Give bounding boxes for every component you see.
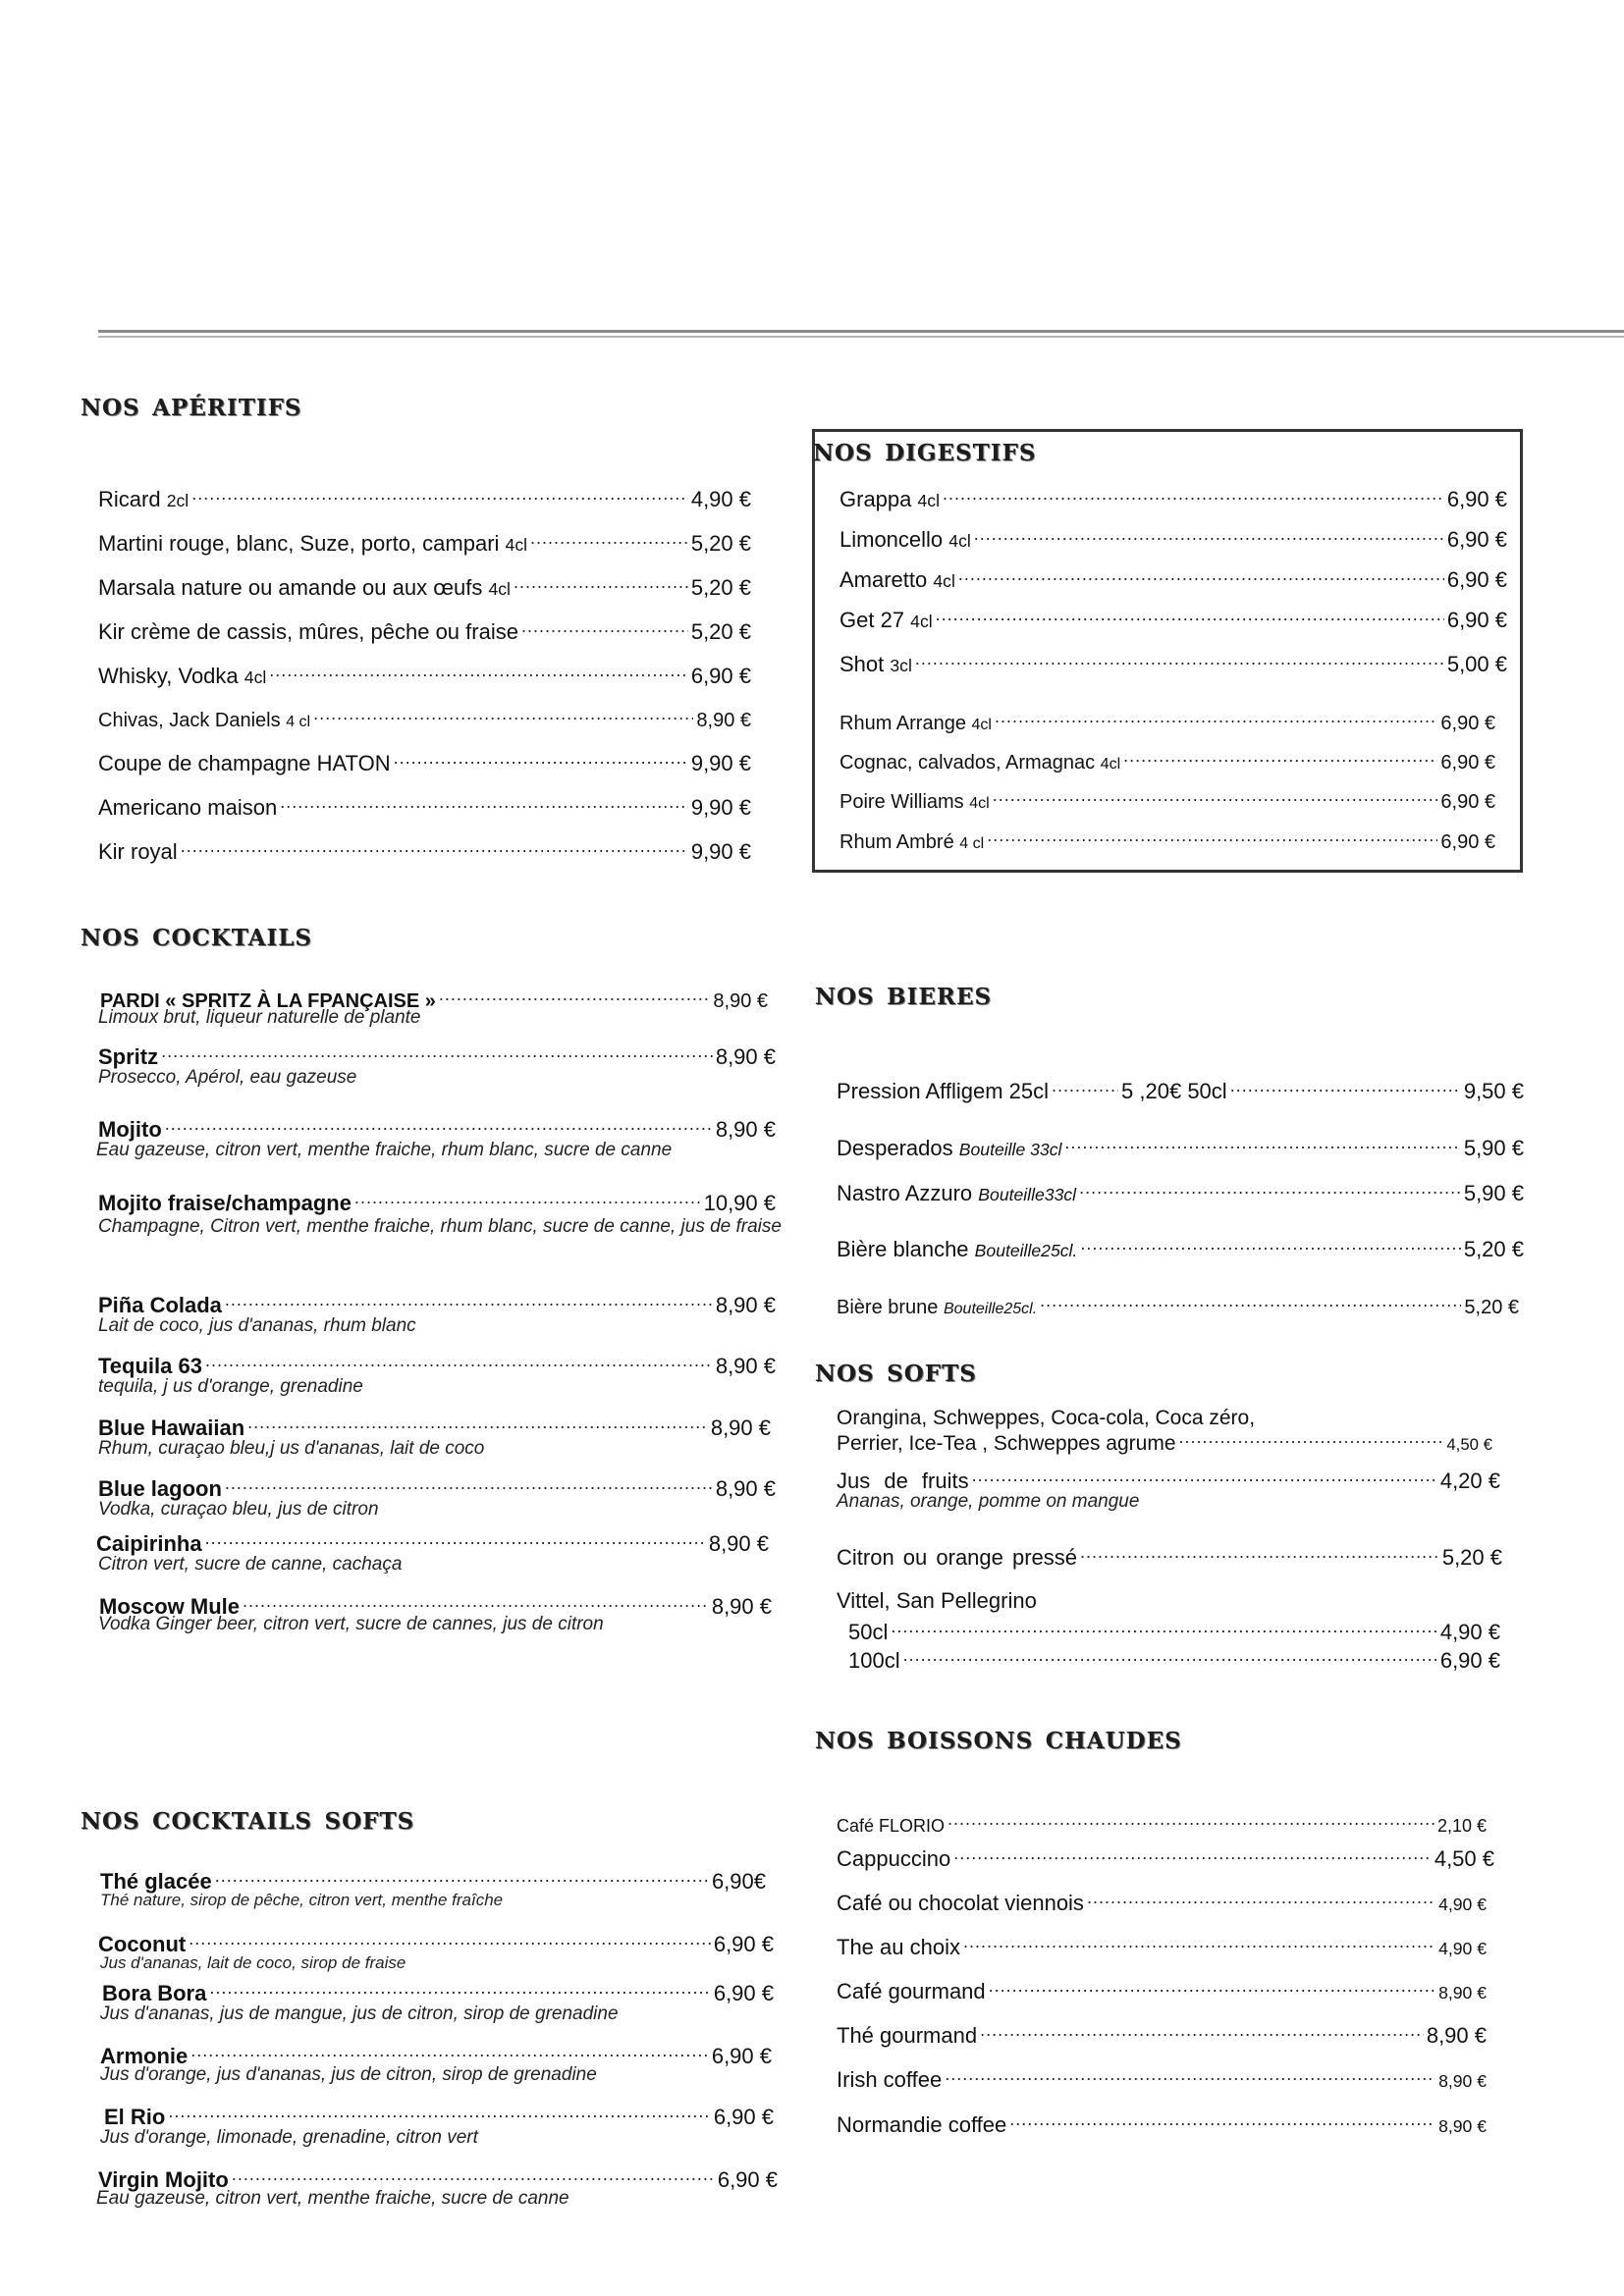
- aperitif-item: Americano maison ..... 9,90 €: [98, 793, 751, 821]
- cocktail-item: Blue lagoon ..... 8,90 €: [98, 1474, 776, 1502]
- cocktail-soft-desc: Jus d'orange, limonade, grenadine, citron vert: [100, 2127, 478, 2148]
- chaudes-title: nos boissons chaudes: [815, 1718, 1182, 1756]
- aperitif-item: Coupe de champagne HATON ..... 9,90 €: [98, 749, 751, 776]
- digestif-item: Grappa 4cl ..... 6,90 €: [839, 485, 1507, 513]
- cocktails-title: nos cocktails: [81, 915, 313, 953]
- digestif-item: Limoncello 4cl ..... 6,90 €: [839, 525, 1507, 554]
- cocktail-soft-item: Thé glacée ..... 6,90€: [100, 1867, 766, 1895]
- cocktail-soft-item: Coconut ..... 6,90 €: [98, 1930, 774, 1957]
- digestif-item: Amaretto 4cl ..... 6,90 €: [839, 565, 1507, 594]
- cocktail-desc: Prosecco, Apérol, eau gazeuse: [98, 1067, 357, 1088]
- cocktails-softs-title: nos cocktails softs: [81, 1798, 415, 1837]
- softs-line: Orangina, Schweppes, Coca-cola, Coca zéro,: [837, 1407, 1256, 1429]
- chaude-item: Thé gourmand ..... 8,90 €: [837, 2021, 1487, 2049]
- aperitif-item: Chivas, Jack Daniels 4 cl ..... 8,90 €: [98, 705, 751, 735]
- cocktail-soft-desc: Eau gazeuse, citron vert, menthe fraiche, sucre de canne: [96, 2188, 569, 2209]
- aperitifs-title: nos apéritifs: [81, 385, 302, 423]
- cocktail-soft-item: Virgin Mojito ..... 6,90 €: [98, 2165, 778, 2193]
- biere-item: Bière brune Bouteille25cl. ..... 5,20 €: [837, 1292, 1519, 1322]
- cocktail-soft-desc: Jus d'ananas, lait de coco, sirop de fraise: [100, 1953, 406, 1972]
- softs-line: Vittel, San Pellegrino: [837, 1588, 1037, 1613]
- digestif-item: Shot 3cl ..... 5,00 €: [839, 650, 1507, 678]
- cocktail-desc: Lait de coco, jus d'ananas, rhum blanc: [98, 1315, 416, 1336]
- chaude-item: Cappuccino ..... 4,50 €: [837, 1844, 1494, 1872]
- softs-item: Citron ou orange pressé ..... 5,20 €: [837, 1543, 1502, 1571]
- cocktail-soft-desc: Jus d'orange, jus d'ananas, jus de citron, sirop de grenadine: [100, 2064, 597, 2085]
- biere-item: Desperados Bouteille 33cl ..... 5,90 €: [837, 1134, 1524, 1162]
- chaude-item: Irish coffee ..... 8,90 €: [837, 2065, 1487, 2094]
- cocktail-item: Moscow Mule ..... 8,90 €: [99, 1592, 772, 1620]
- cocktail-desc: Champagne, Citron vert, menthe fraiche, rhum blanc, sucre de canne, jus de fraise: [98, 1216, 782, 1237]
- softs-desc: Ananas, orange, pomme on mangue: [837, 1491, 1140, 1512]
- cocktail-desc: Vodka, curaçao bleu, jus de citron: [98, 1499, 379, 1520]
- softs-title: nos softs: [815, 1351, 977, 1389]
- cocktail-item: Mojito fraise/champagne ..... 10,90 €: [98, 1189, 776, 1216]
- chaude-item: Café FLORIO ..... 2,10 €: [837, 1810, 1487, 1839]
- cocktail-desc: Citron vert, sucre de canne, cachaça: [98, 1554, 403, 1575]
- cocktail-desc: Vodka Ginger beer, citron vert, sucre de cannes, jus de citron: [98, 1614, 604, 1634]
- bieres-title: nos bieres: [815, 974, 993, 1012]
- aperitif-item: Kir royal ..... 9,90 €: [98, 837, 751, 865]
- digestif-item: Get 27 4cl ..... 6,90 €: [839, 606, 1507, 634]
- chaude-item: Normandie coffee ..... 8,90 €: [837, 2110, 1487, 2139]
- cocktail-item: Piña Colada ..... 8,90 €: [98, 1291, 776, 1318]
- chaude-item: Café ou chocolat viennois ..... 4,90 €: [837, 1889, 1487, 1917]
- biere-item: Pression Affligem 25cl ..... 5 ,20€ 50cl ..... 9,50 €: [837, 1077, 1524, 1104]
- cocktail-soft-desc: Jus d'ananas, jus de mangue, jus de citron, sirop de grenadine: [100, 2003, 619, 2024]
- digestif-item: Rhum Arrange 4cl ..... 6,90 €: [839, 708, 1495, 738]
- chaude-item: Café gourmand ..... 8,90 €: [837, 1977, 1487, 2005]
- cocktail-item: Blue Hawaiian ..... 8,90 €: [98, 1414, 771, 1441]
- aperitif-item: Ricard 2cl ..... 4,90 €: [98, 485, 751, 513]
- aperitif-item: Whisky, Vodka 4cl ..... 6,90 €: [98, 662, 751, 690]
- cocktail-soft-item: El Rio ..... 6,90 €: [104, 2103, 774, 2130]
- header-rule: [98, 330, 1624, 338]
- chaude-item: The au choix ..... 4,90 €: [837, 1933, 1487, 1961]
- softs-item: 100cl ..... 6,90 €: [848, 1646, 1500, 1674]
- softs-item: Jus de fruits ..... 4,20 €: [837, 1467, 1500, 1494]
- cocktail-desc: Eau gazeuse, citron vert, menthe fraiche, rhum blanc, sucre de canne: [96, 1140, 673, 1160]
- softs-item: 50cl ..... 4,90 €: [848, 1618, 1500, 1645]
- aperitif-item: Kir crème de cassis, mûres, pêche ou fraise ..... 5,20 €: [98, 617, 751, 645]
- cocktail-item: Mojito ..... 8,90 €: [98, 1115, 776, 1143]
- biere-item: Nastro Azzuro Bouteille33cl ..... 5,90 €: [837, 1179, 1524, 1207]
- cocktail-soft-item: Armonie ..... 6,90 €: [100, 2042, 772, 2069]
- digestif-item: Cognac, calvados, Armagnac 4cl ..... 6,90 €: [839, 747, 1495, 777]
- digestif-item: Rhum Ambré 4 cl ..... 6,90 €: [839, 827, 1495, 857]
- cocktail-item: Spritz ..... 8,90 €: [98, 1042, 776, 1070]
- biere-item: Bière blanche Bouteille25cl. ..... 5,20 €: [837, 1235, 1524, 1263]
- cocktail-desc: tequila, j us d'orange, grenadine: [98, 1376, 363, 1397]
- softs-item: Perrier, Ice-Tea , Schweppes agrume ..... 4,50 €: [837, 1428, 1492, 1458]
- cocktail-soft-desc: Thé nature, sirop de pêche, citron vert, menthe fraîche: [100, 1891, 504, 1909]
- cocktail-desc: Rhum, curaçao bleu,j us d'ananas, lait de coco: [98, 1438, 485, 1459]
- cocktail-item: PARDI « SPRITZ À LA FPANÇAISE » ..... 8,90 €: [100, 986, 768, 1014]
- digestif-item: Poire Williams 4cl ..... 6,90 €: [839, 786, 1495, 817]
- cocktail-item: Tequila 63 ..... 8,90 €: [98, 1352, 776, 1379]
- cocktail-desc: Limoux brut, liqueur naturelle de plante: [98, 1007, 421, 1028]
- digestifs-title: nos digestifs: [813, 430, 1037, 468]
- aperitif-item: Marsala nature ou amande ou aux œufs 4cl ..... 5,20 €: [98, 573, 751, 602]
- cocktail-item: Caipirinha ..... 8,90 €: [96, 1529, 769, 1557]
- aperitif-item: Martini rouge, blanc, Suze, porto, campari 4cl ..... 5,20 €: [98, 529, 751, 558]
- cocktail-soft-item: Bora Bora ..... 6,90 €: [102, 1979, 774, 2006]
